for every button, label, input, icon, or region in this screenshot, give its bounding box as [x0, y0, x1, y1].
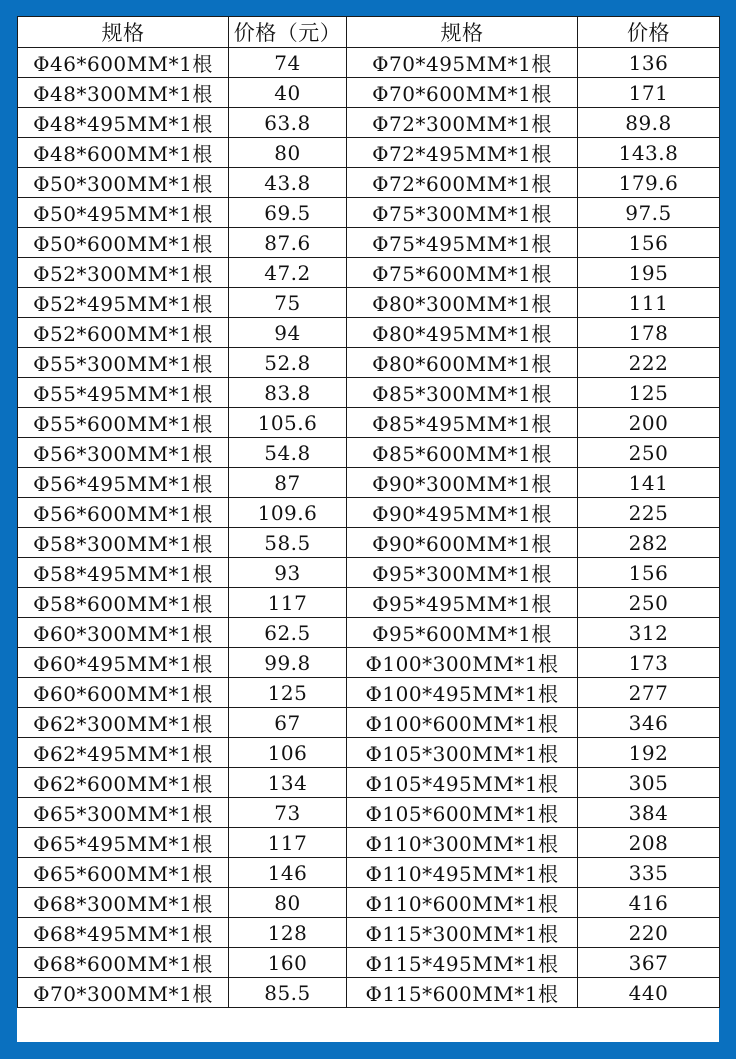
- spec-right-cell: Φ105*600MM*1根: [347, 798, 578, 828]
- spec-left-cell: Φ48*300MM*1根: [18, 78, 229, 108]
- price-right-cell: 250: [578, 438, 720, 468]
- spec-left-cell: Φ52*495MM*1根: [18, 288, 229, 318]
- spec-right-cell: Φ110*300MM*1根: [347, 828, 578, 858]
- spec-left-cell: Φ58*300MM*1根: [18, 528, 229, 558]
- price-left-cell: 80: [229, 888, 347, 918]
- price-right-cell: 335: [578, 858, 720, 888]
- spec-left-cell: Φ48*600MM*1根: [18, 138, 229, 168]
- spec-right-cell: Φ110*600MM*1根: [347, 888, 578, 918]
- table-row: [18, 978, 720, 1008]
- price-left-cell: 99.8: [229, 648, 347, 678]
- price-right-cell: 222: [578, 348, 720, 378]
- spec-left-cell: Φ62*300MM*1根: [18, 708, 229, 738]
- price-right-cell: 312: [578, 618, 720, 648]
- spec-right-cell: Φ85*600MM*1根: [347, 438, 578, 468]
- spec-right-cell: Φ105*300MM*1根: [347, 738, 578, 768]
- price-right-cell: 89.8: [578, 108, 720, 138]
- price-left-cell: 134: [229, 768, 347, 798]
- spec-right-cell: Φ110*495MM*1根: [347, 858, 578, 888]
- table-row: [18, 168, 720, 198]
- price-right-cell: 171: [578, 78, 720, 108]
- price-right-cell: 179.6: [578, 168, 720, 198]
- table-row: [18, 408, 720, 438]
- spec-right-cell: Φ100*495MM*1根: [347, 678, 578, 708]
- spec-left-cell: Φ62*600MM*1根: [18, 768, 229, 798]
- table-body: [18, 48, 720, 1008]
- spec-left-cell: Φ52*600MM*1根: [18, 318, 229, 348]
- price-left-cell: 73: [229, 798, 347, 828]
- price-right-cell: 305: [578, 768, 720, 798]
- spec-left-cell: Φ65*495MM*1根: [18, 828, 229, 858]
- table-row: [18, 768, 720, 798]
- price-left-cell: 75: [229, 288, 347, 318]
- price-left-cell: 83.8: [229, 378, 347, 408]
- table-row: [18, 318, 720, 348]
- spec-right-cell: Φ72*495MM*1根: [347, 138, 578, 168]
- spec-left-cell: Φ60*495MM*1根: [18, 648, 229, 678]
- table-row: [18, 828, 720, 858]
- table-row: [18, 738, 720, 768]
- spec-left-cell: Φ50*600MM*1根: [18, 228, 229, 258]
- spec-right-cell: Φ85*300MM*1根: [347, 378, 578, 408]
- price-table-sheet: [17, 16, 719, 1042]
- table-row: [18, 708, 720, 738]
- price-left-cell: 85.5: [229, 978, 347, 1008]
- spec-left-cell: Φ55*600MM*1根: [18, 408, 229, 438]
- table-row: [18, 798, 720, 828]
- spec-left-cell: Φ68*600MM*1根: [18, 948, 229, 978]
- price-left-cell: 87: [229, 468, 347, 498]
- table-row: [18, 648, 720, 678]
- spec-right-cell: Φ90*600MM*1根: [347, 528, 578, 558]
- price-left-cell: 105.6: [229, 408, 347, 438]
- price-left-cell: 43.8: [229, 168, 347, 198]
- price-left-cell: 87.6: [229, 228, 347, 258]
- price-left-cell: 40: [229, 78, 347, 108]
- column-header-price-left: 价格（元）: [229, 17, 347, 48]
- spec-right-cell: Φ75*300MM*1根: [347, 198, 578, 228]
- table-row: [18, 378, 720, 408]
- table-row: [18, 438, 720, 468]
- price-right-cell: 416: [578, 888, 720, 918]
- price-right-cell: 195: [578, 258, 720, 288]
- spec-right-cell: Φ95*495MM*1根: [347, 588, 578, 618]
- table-row: [18, 348, 720, 378]
- table-row: [18, 558, 720, 588]
- spec-left-cell: Φ46*600MM*1根: [18, 48, 229, 78]
- spec-right-cell: Φ72*300MM*1根: [347, 108, 578, 138]
- price-left-cell: 80: [229, 138, 347, 168]
- price-left-cell: 93: [229, 558, 347, 588]
- price-right-cell: 440: [578, 978, 720, 1008]
- spec-right-cell: Φ100*300MM*1根: [347, 648, 578, 678]
- table-row: [18, 678, 720, 708]
- table-row: [18, 498, 720, 528]
- price-left-cell: 62.5: [229, 618, 347, 648]
- spec-right-cell: Φ115*300MM*1根: [347, 918, 578, 948]
- spec-left-cell: Φ70*300MM*1根: [18, 978, 229, 1008]
- spec-right-cell: Φ90*495MM*1根: [347, 498, 578, 528]
- price-left-cell: 54.8: [229, 438, 347, 468]
- spec-left-cell: Φ60*600MM*1根: [18, 678, 229, 708]
- spec-left-cell: Φ68*495MM*1根: [18, 918, 229, 948]
- table-row: [18, 228, 720, 258]
- spec-right-cell: Φ115*600MM*1根: [347, 978, 578, 1008]
- price-left-cell: 69.5: [229, 198, 347, 228]
- price-right-cell: 156: [578, 228, 720, 258]
- price-right-cell: 346: [578, 708, 720, 738]
- spec-left-cell: Φ55*300MM*1根: [18, 348, 229, 378]
- table-row: [18, 108, 720, 138]
- price-right-cell: 97.5: [578, 198, 720, 228]
- column-header-spec-left: 规格: [18, 17, 229, 48]
- table-row: [18, 258, 720, 288]
- price-right-cell: 178: [578, 318, 720, 348]
- price-left-cell: 128: [229, 918, 347, 948]
- spec-right-cell: Φ90*300MM*1根: [347, 468, 578, 498]
- table-row: [18, 948, 720, 978]
- price-left-cell: 125: [229, 678, 347, 708]
- price-right-cell: 173: [578, 648, 720, 678]
- spec-right-cell: Φ75*495MM*1根: [347, 228, 578, 258]
- price-right-cell: 141: [578, 468, 720, 498]
- price-right-cell: 225: [578, 498, 720, 528]
- price-left-cell: 63.8: [229, 108, 347, 138]
- price-left-cell: 109.6: [229, 498, 347, 528]
- table-row: [18, 918, 720, 948]
- spec-right-cell: Φ72*600MM*1根: [347, 168, 578, 198]
- spec-left-cell: Φ52*300MM*1根: [18, 258, 229, 288]
- spec-left-cell: Φ50*495MM*1根: [18, 198, 229, 228]
- price-right-cell: 143.8: [578, 138, 720, 168]
- column-header-price-right: 价格: [578, 17, 720, 48]
- spec-left-cell: Φ56*495MM*1根: [18, 468, 229, 498]
- spec-left-cell: Φ60*300MM*1根: [18, 618, 229, 648]
- spec-right-cell: Φ80*495MM*1根: [347, 318, 578, 348]
- table-row: [18, 48, 720, 78]
- table-row: [18, 528, 720, 558]
- spec-left-cell: Φ62*495MM*1根: [18, 738, 229, 768]
- table-row: [18, 138, 720, 168]
- price-left-cell: 94: [229, 318, 347, 348]
- table-row: [18, 588, 720, 618]
- spec-left-cell: Φ58*600MM*1根: [18, 588, 229, 618]
- table-row: [18, 288, 720, 318]
- price-right-cell: 111: [578, 288, 720, 318]
- spec-left-cell: Φ65*600MM*1根: [18, 858, 229, 888]
- spec-right-cell: Φ115*495MM*1根: [347, 948, 578, 978]
- price-right-cell: 220: [578, 918, 720, 948]
- table-row: [18, 888, 720, 918]
- price-table: [17, 16, 720, 1008]
- price-left-cell: 67: [229, 708, 347, 738]
- spec-left-cell: Φ50*300MM*1根: [18, 168, 229, 198]
- spec-right-cell: Φ80*300MM*1根: [347, 288, 578, 318]
- price-right-cell: 156: [578, 558, 720, 588]
- price-right-cell: 250: [578, 588, 720, 618]
- price-left-cell: 47.2: [229, 258, 347, 288]
- table-row: [18, 618, 720, 648]
- spec-left-cell: Φ58*495MM*1根: [18, 558, 229, 588]
- table-header-row: [18, 17, 720, 48]
- price-right-cell: 367: [578, 948, 720, 978]
- spec-right-cell: Φ70*495MM*1根: [347, 48, 578, 78]
- price-left-cell: 117: [229, 828, 347, 858]
- spec-right-cell: Φ95*600MM*1根: [347, 618, 578, 648]
- spec-left-cell: Φ56*300MM*1根: [18, 438, 229, 468]
- spec-left-cell: Φ56*600MM*1根: [18, 498, 229, 528]
- table-row: [18, 198, 720, 228]
- table-row: [18, 468, 720, 498]
- price-right-cell: 277: [578, 678, 720, 708]
- spec-right-cell: Φ75*600MM*1根: [347, 258, 578, 288]
- price-right-cell: 384: [578, 798, 720, 828]
- spec-right-cell: Φ85*495MM*1根: [347, 408, 578, 438]
- spec-left-cell: Φ55*495MM*1根: [18, 378, 229, 408]
- price-left-cell: 52.8: [229, 348, 347, 378]
- price-right-cell: 125: [578, 378, 720, 408]
- price-left-cell: 58.5: [229, 528, 347, 558]
- price-left-cell: 74: [229, 48, 347, 78]
- spec-right-cell: Φ95*300MM*1根: [347, 558, 578, 588]
- spec-right-cell: Φ105*495MM*1根: [347, 768, 578, 798]
- spec-right-cell: Φ100*600MM*1根: [347, 708, 578, 738]
- price-right-cell: 282: [578, 528, 720, 558]
- table-row: [18, 78, 720, 108]
- spec-right-cell: Φ80*600MM*1根: [347, 348, 578, 378]
- spec-left-cell: Φ68*300MM*1根: [18, 888, 229, 918]
- price-left-cell: 160: [229, 948, 347, 978]
- price-right-cell: 192: [578, 738, 720, 768]
- price-left-cell: 106: [229, 738, 347, 768]
- table-row: [18, 858, 720, 888]
- spec-left-cell: Φ65*300MM*1根: [18, 798, 229, 828]
- price-left-cell: 117: [229, 588, 347, 618]
- price-right-cell: 208: [578, 828, 720, 858]
- column-header-spec-right: 规格: [347, 17, 578, 48]
- price-right-cell: 136: [578, 48, 720, 78]
- price-left-cell: 146: [229, 858, 347, 888]
- spec-left-cell: Φ48*495MM*1根: [18, 108, 229, 138]
- spec-right-cell: Φ70*600MM*1根: [347, 78, 578, 108]
- price-right-cell: 200: [578, 408, 720, 438]
